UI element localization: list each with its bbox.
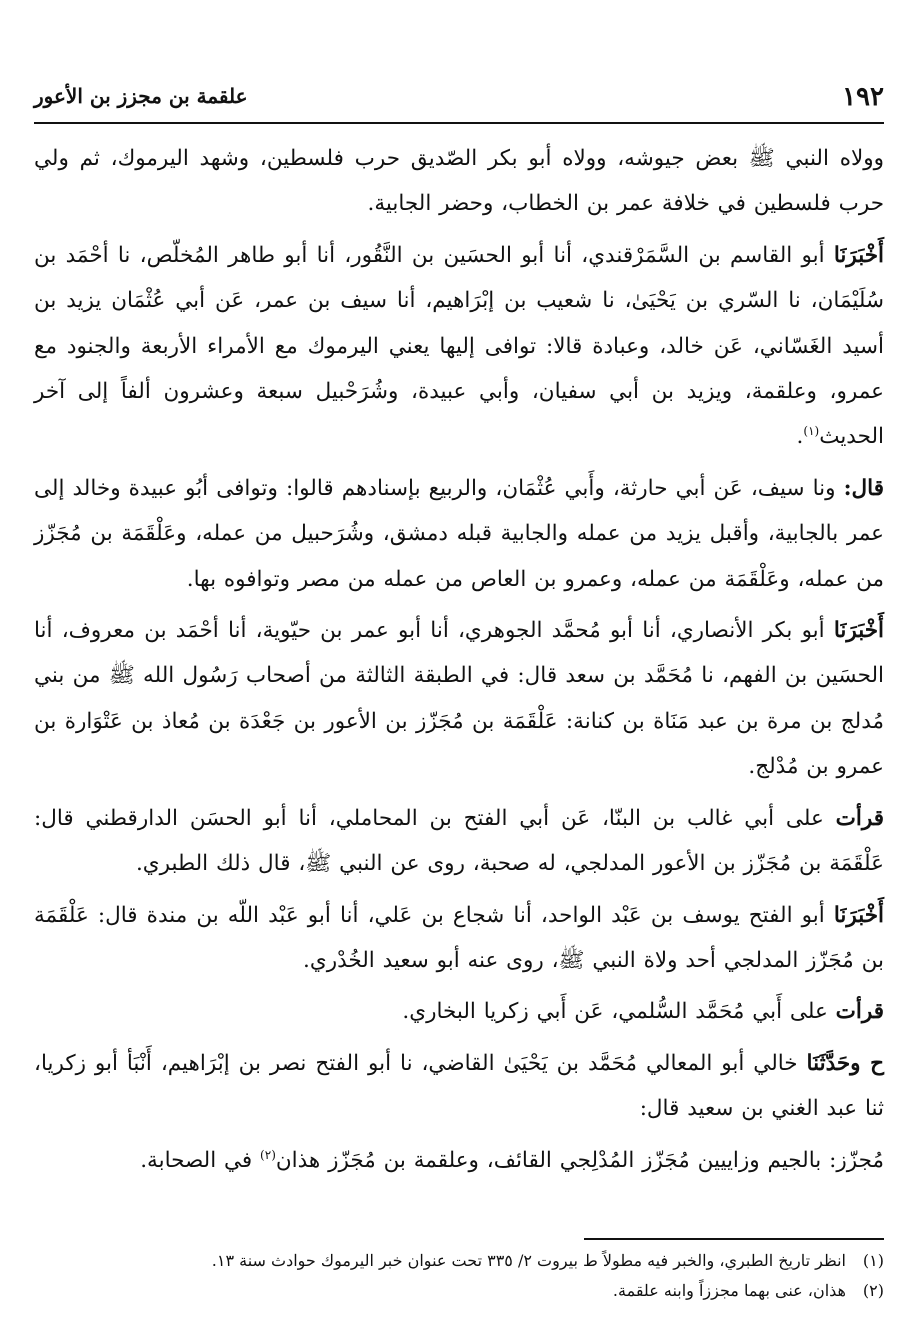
paragraph-text: في الصحابة.: [140, 1147, 253, 1173]
narration-keyword: قرأت: [835, 999, 884, 1025]
footnote: [34, 1246, 884, 1276]
page-number: ١٩٢: [842, 82, 884, 112]
paragraph-text: وولاه النبي ﷺ بعض جيوشه، وولاه أبو بكر الصّديق حرب فلسطين، وشهد اليرموك، ثم ولي حرب فلسطين في خلافة عمر بن الخطاب، وحضر الجابية.: [34, 146, 884, 217]
paragraph: [34, 1041, 884, 1132]
paragraph-text: ونا سيف، عَن أبي حارثة، وأَبي عُثْمَان، والربيع بإسنادهم قالوا: وتوافى أبُو عبيدة وخالد إلى عمر بالجابية، وأقبل يزيد من عمله والجابية قبله دمشق، وشُرَحبيل من عمله، وعَلْقَمَة بن مُجَزّز من عمله، وعَلْقَمَة من عمله، وعمرو بن العاص من عمله من مصر وتوافوه بها.: [34, 475, 884, 592]
footnote: [34, 1276, 884, 1306]
narration-keyword: قرأت: [835, 805, 884, 831]
paragraph: [34, 796, 884, 887]
page-header: [34, 82, 884, 112]
footnote-number: (٢): [862, 1281, 884, 1300]
paragraph: [34, 893, 884, 984]
paragraph: [34, 608, 884, 790]
paragraph: [34, 466, 884, 602]
footnotes: [34, 1246, 884, 1306]
paragraph-text: أبو بكر الأنصاري، أنا أبو مُحمَّد الجوهري، أنا أبو عمر بن حيّوية، أنا أحْمَد بن معروف، أنا الحسَين بن الفهم، نا مُحَمَّد بن سعد قال: في الطبقة الثالثة من أصحاب رَسُول الله ﷺ من بني مُدلج بن مرة بن عبد مَنَاة بن كنانة: عَلْقَمَة بن مُجَزّز بن الأعور بن جَعْدَة بن مُعاذ بن عَتْوَارة بن عمرو بن مُدْلج.: [34, 618, 884, 780]
narration-keyword: ح وحَدَّثَنَا: [806, 1050, 884, 1076]
paragraph: [34, 136, 884, 227]
paragraph-text: على أَبي مُحَمَّد السُّلمي، عَن أَبي زكريا البخاري.: [402, 999, 828, 1025]
footnote-marker: (٢): [260, 1147, 276, 1162]
paragraph-text: مُجزّز: بالجيم وزاييين مُجَزّز المُدْلِجي القائف، وعلقمة بن مُجَزّز هذان: [275, 1147, 884, 1173]
narration-keyword: قال:: [843, 475, 884, 501]
paragraph: [34, 1138, 884, 1183]
paragraph-text: خالي أبو المعالي مُحَمَّد بن يَحْيَىٰ القاضي، نا أبو الفتح نصر بن إبْرَاهيم، أَنْبَأ أبو زكريا، ثنا عبد الغني بن سعيد قال:: [34, 1050, 884, 1122]
running-title: علقمة بن مجزز بن الأعور: [34, 84, 248, 108]
footnote-text: هذان، عنى بهما مجززاً وابنه علقمة.: [612, 1281, 846, 1300]
header-rule: [34, 122, 884, 124]
narration-keyword: أَخْبَرَنَا: [833, 902, 884, 928]
narration-keyword: أَخْبَرَنَا: [833, 242, 884, 268]
body-text: [34, 136, 884, 1189]
narration-keyword: أَخْبَرَنَا: [833, 618, 884, 644]
footnote-number: (١): [862, 1251, 884, 1270]
footnote-text: انظر تاريخ الطبري، والخبر فيه مطولاً ط بيروت ٢/ ٣٣٥ تحت عنوان خبر اليرموك حوادث سنة ١٣.: [211, 1251, 846, 1270]
paragraph: أَخْبَرَنَا أبو القاسم بن السَّمَرْقندي، أنا أبو الحسَين بن النَّقُور، أنا أبو طاهر المُخلّص، نا أحْمَد بن سُلَيْمَان، نا السّري بن يَحْيَىٰ، نا شعيب بن إبْرَاهيم، أنا سيف بن عمر، عَن أبي عُثْمَان يزيد بن أسيد الغَسّاني، عَن خالد، وعبادة قالا: توافى إليها يعني اليرموك مع الأمراء الأربعة والجنود مع عمرو، وعلقمة، ويزيد بن أبي سفيان، وأبي عبيدة، وشُرَحْبيل سبعة وعشرون ألفاً إلى آخر الحديث$^{(١)}$.: [34, 242, 884, 450]
paragraph-text: أبو القاسم بن السَّمَرْقندي، أنا أبو الحسَين بن النَّقُور، أنا أبو طاهر المُخلّص، نا أحْمَد بن سُلَيْمَان، نا السّري بن يَحْيَىٰ، نا شعيب بن إبْرَاهيم، أنا سيف بن عمر، عَن أبي عُثْمَان يزيد بن أسيد الغَسّاني، عَن خالد، وعبادة قالا: توافى إليها يعني اليرموك مع الأمراء الأربعة والجنود مع عمرو، وعلقمة، ويزيد بن أبي سفيان، وأبي عبيدة، وشُرَحْبيل سبعة وعشرون ألفاً إلى آخر الحديث: [34, 242, 884, 450]
footnote-marker: (١): [803, 424, 820, 439]
paragraph-text: أبو الفتح يوسف بن عَبْد الواحد، أنا شجاع بن عَلي، أنا أبو عَبْد اللّه بن مندة قال: عَلْقَمَة بن مُجَزّز المدلجي أحد ولاة النبي ﷺ، روى عنه أبو سعيد الخُدْري.: [34, 902, 884, 973]
paragraph: [34, 989, 884, 1034]
paragraph-text: على أبي غالب بن البنّا، عَن أبي الفتح بن المحاملي، أنا أبو الحسَن الدارقطني قال: عَلْقَمَة بن مُجَزّز بن الأعور المدلجي، له صحبة، روى عن النبي ﷺ، قال ذلك الطبري.: [34, 805, 884, 877]
footnote-rule: [584, 1238, 884, 1240]
